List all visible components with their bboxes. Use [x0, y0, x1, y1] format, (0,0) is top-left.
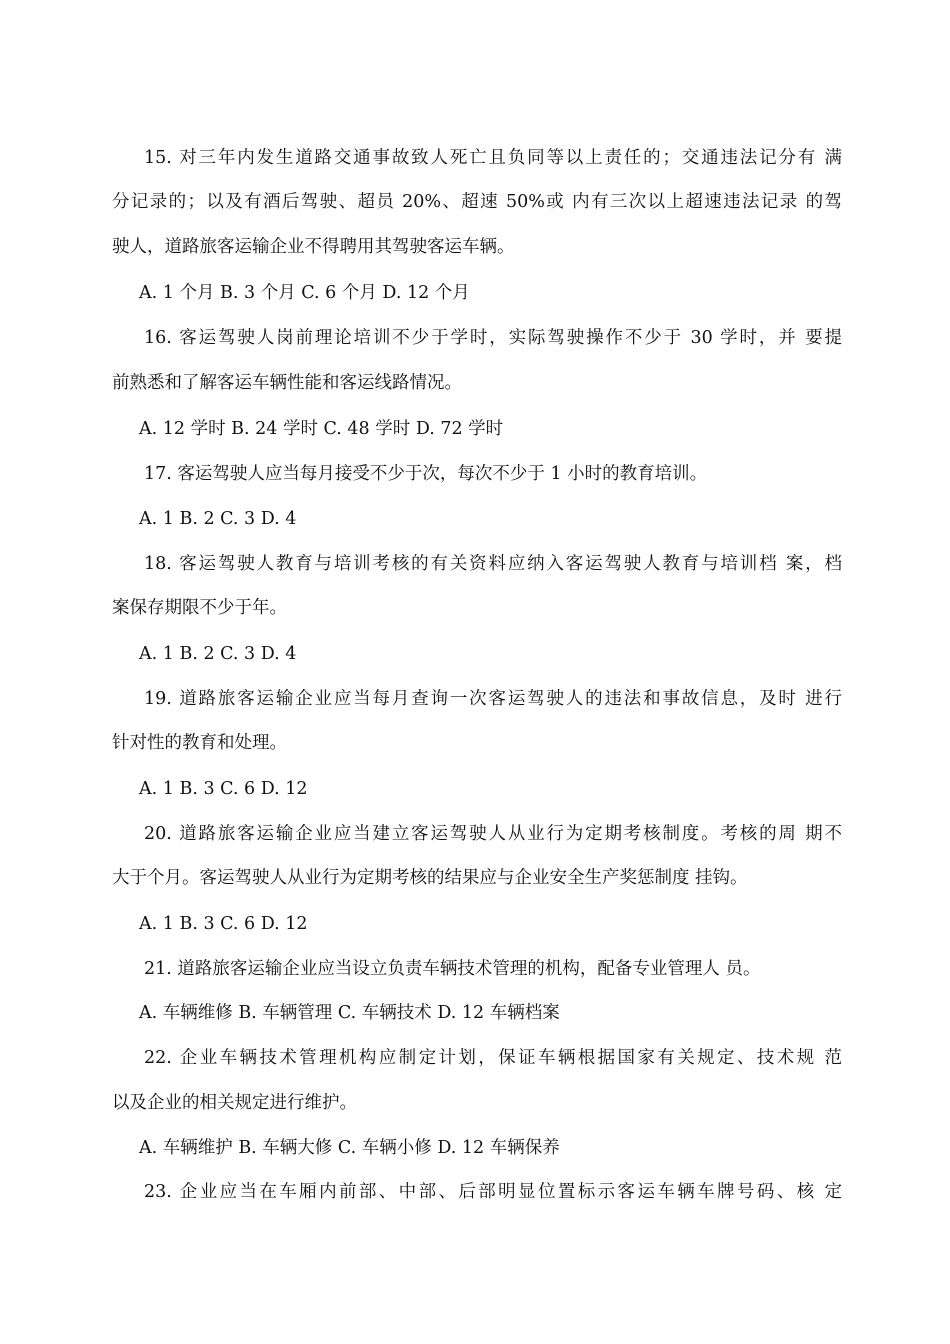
question-20-options: A. 1 B. 3 C. 6 D. 12	[139, 914, 308, 934]
question-23-line-1: 23. 企业应当在车厢内前部、中部、后部明显位置标示客运车辆车牌号码、核 定	[144, 1182, 842, 1202]
question-21-options: A. 车辆维修 B. 车辆管理 C. 车辆技术 D. 12 车辆档案	[139, 1003, 560, 1023]
question-20-line-2: 大于个月。客运驾驶人从业行为定期考核的结果应与企业安全生产奖惩制度 挂钩。	[112, 868, 748, 888]
question-16-line-2: 前熟悉和了解客运车辆性能和客运线路情况。	[112, 373, 462, 393]
question-22-line-1: 22. 企业车辆技术管理机构应制定计划，保证车辆根据国家有关规定、技术规 范	[144, 1048, 842, 1068]
question-22-line-2: 以及企业的相关规定进行维护。	[112, 1093, 357, 1113]
question-17-line-1: 17. 客运驾驶人应当每月接受不少于次，每次不少于 1 小时的教育培训。	[144, 464, 708, 484]
question-19-line-1: 19. 道路旅客运输企业应当每月查询一次客运驾驶人的违法和事故信息，及时 进行	[144, 689, 842, 709]
question-18-line-1: 18. 客运驾驶人教育与培训考核的有关资料应纳入客运驾驶人教育与培训档 案，档	[144, 554, 842, 574]
question-15-options: A. 1 个月 B. 3 个月 C. 6 个月 D. 12 个月	[139, 283, 470, 303]
question-16-options: A. 12 学时 B. 24 学时 C. 48 学时 D. 72 学时	[139, 419, 504, 439]
question-16-line-1: 16. 客运驾驶人岗前理论培训不少于学时，实际驾驶操作不少于 30 学时，并 要提	[144, 328, 842, 348]
question-19-line-2: 针对性的教育和处理。	[112, 733, 287, 753]
question-18-line-2: 案保存期限不少于年。	[112, 598, 287, 618]
question-15-line-3: 驶人，道路旅客运输企业不得聘用其驾驶客运车辆。	[112, 237, 515, 257]
question-19-options: A. 1 B. 3 C. 6 D. 12	[139, 779, 308, 799]
question-21-line-1: 21. 道路旅客运输企业应当设立负责车辆技术管理的机构，配备专业管理人 员。	[144, 959, 761, 979]
question-22-options: A. 车辆维护 B. 车辆大修 C. 车辆小修 D. 12 车辆保养	[139, 1138, 560, 1158]
question-18-options: A. 1 B. 2 C. 3 D. 4	[139, 644, 297, 664]
question-15-line-1: 15. 对三年内发生道路交通事故致人死亡且负同等以上责任的；交通违法记分有 满	[144, 148, 842, 168]
question-20-line-1: 20. 道路旅客运输企业应当建立客运驾驶人从业行为定期考核制度。考核的周 期不	[144, 824, 842, 844]
question-15-line-2: 分记录的；以及有酒后驾驶、超员 20%、超速 50%或 内有三次以上超速违法记录 的驾	[112, 192, 842, 212]
question-17-options: A. 1 B. 2 C. 3 D. 4	[139, 509, 297, 529]
